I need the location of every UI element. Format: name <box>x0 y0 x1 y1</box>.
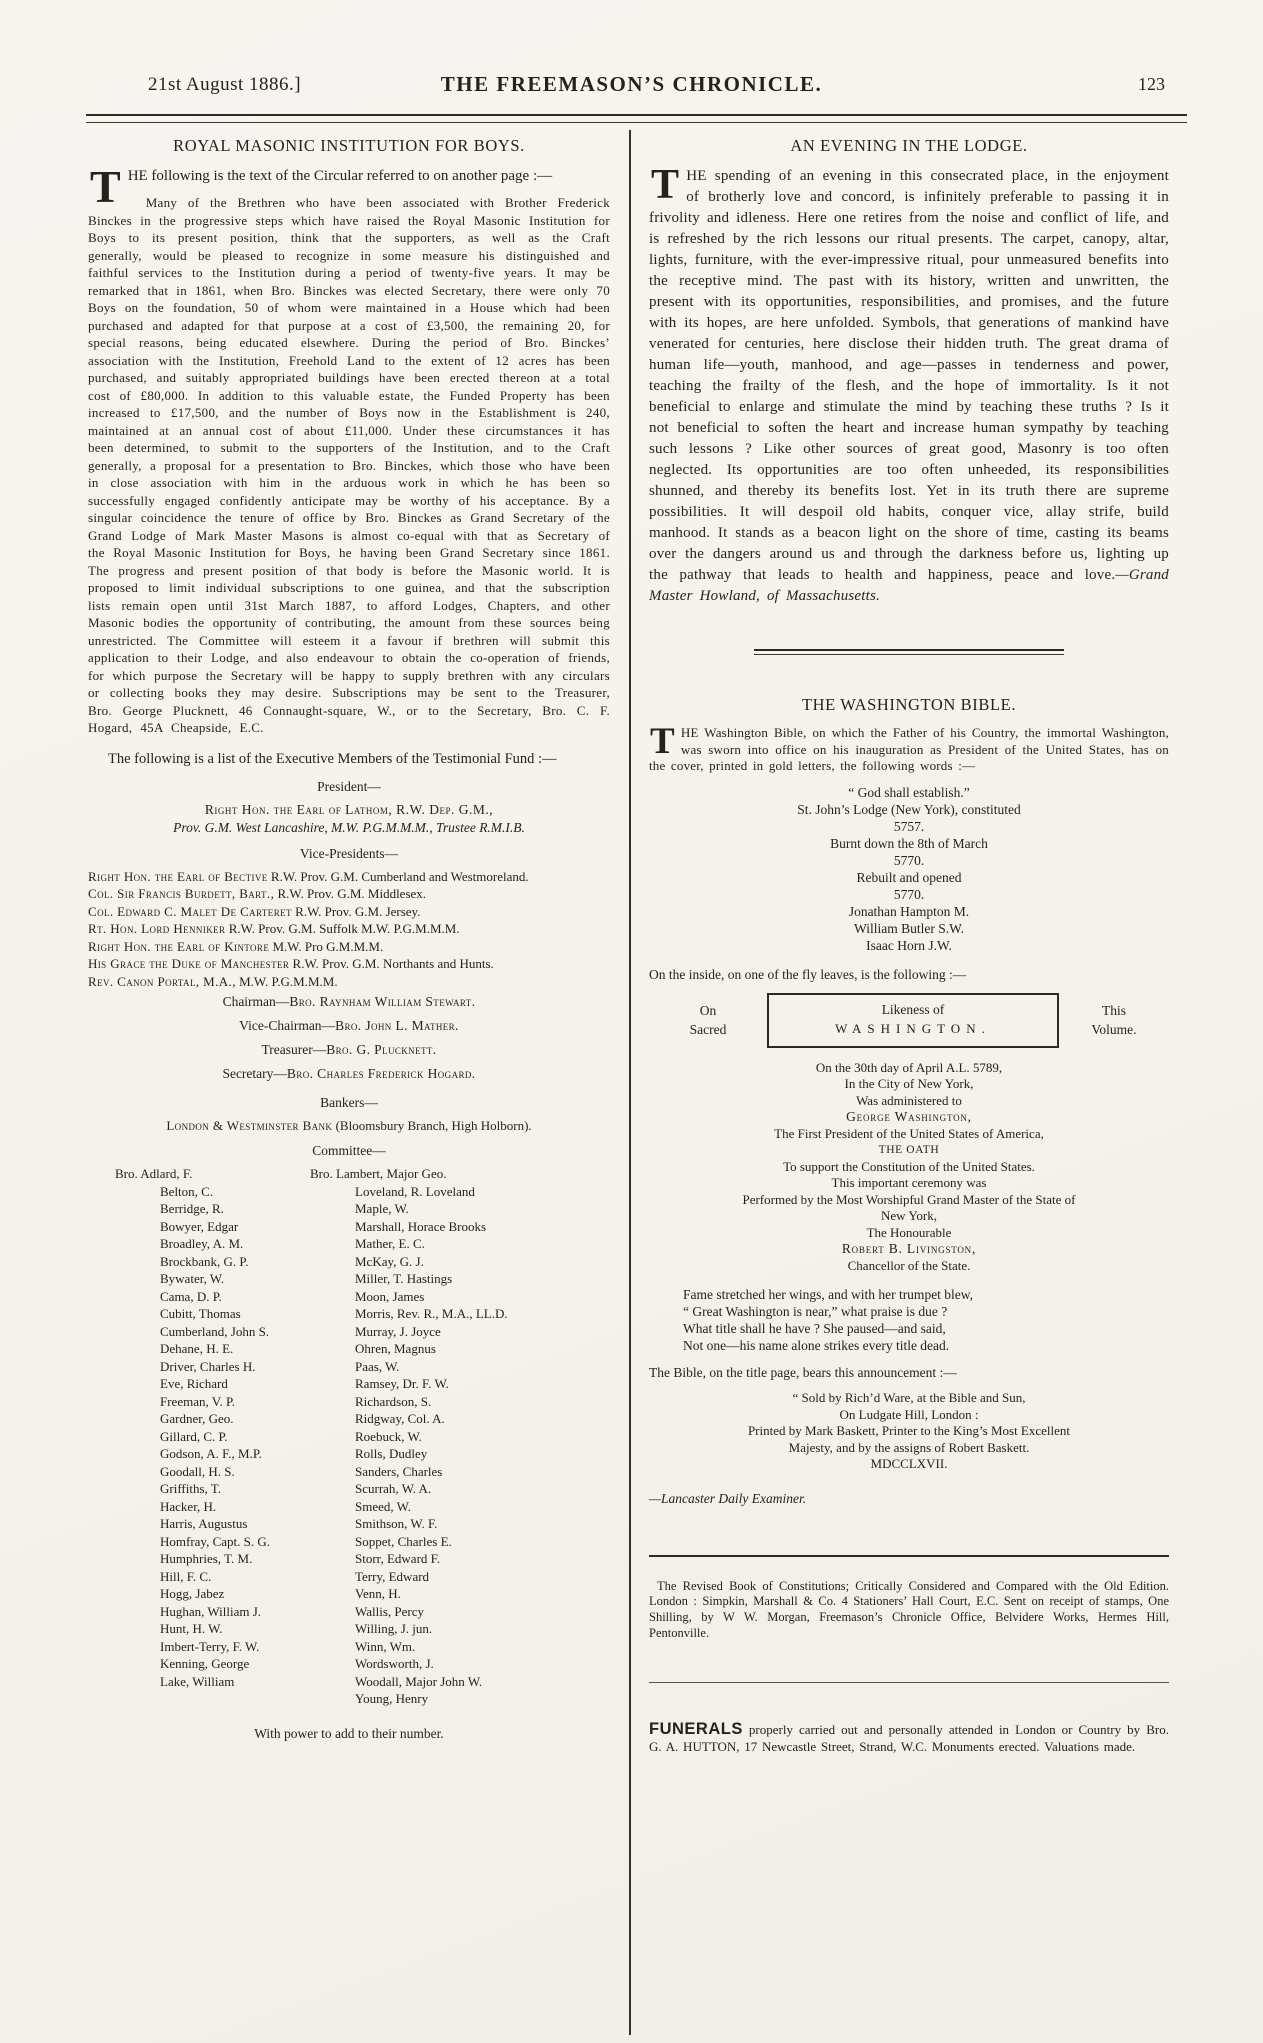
committee-member: Hogg, Jabez <box>160 1586 225 1601</box>
committee-member: Imbert-Terry, F. W. <box>160 1638 260 1654</box>
evening-article-body <box>649 162 1169 607</box>
washington-likeness-box <box>767 993 1059 1048</box>
bank-branch: (Bloomsbury Branch, High Holborn). <box>332 1118 532 1133</box>
section-divider-rule <box>754 649 1064 655</box>
page-title: THE FREEMASON’S CHRONICLE. <box>440 72 823 96</box>
vice-president-entry-desc: R.W. Prov. G.M. Middlesex. <box>274 886 427 901</box>
committee-member: Soppet, Charles E. <box>355 1533 452 1549</box>
constitutions-notice: The Revised Book of Constitutions; Critically Considered and Compared with the Old Edition. London : Simpkin, Marshall & Co. 4 Stationers’ Hall Court, E.C. Sent on receipt of stamps, One Shilling, by W W. Morgan, Freemason’s Chronicle Office, Belvidere Works, Hermes Hill, Pentonville. <box>649 1578 1169 1640</box>
left-column <box>88 134 610 1742</box>
right-column <box>649 134 1169 1756</box>
officer-entry-label: Treasurer— <box>261 1042 327 1057</box>
committee-member: Terry, Edward <box>355 1568 430 1584</box>
committee-member: Bowyer, Edgar <box>160 1218 239 1234</box>
oath-line: This important ceremony was <box>831 1175 987 1190</box>
committee-member: Bywater, W. <box>160 1271 225 1286</box>
committee-member: Eve, Richard <box>160 1376 228 1391</box>
likeness-left-caption <box>649 1001 767 1039</box>
officer-entry-name: Bro. G. Plucknett. <box>326 1042 437 1057</box>
vice-president-entry-desc: M.W. P.G.M.M.M. <box>235 973 338 989</box>
vice-president-entry-name: Rt. Hon. Lord Henniker <box>88 921 226 936</box>
committee-member: Harris, Augustus <box>160 1516 248 1531</box>
committee-note: With power to add to their number. <box>254 1725 444 1741</box>
committee-member: Smithson, W. F. <box>355 1516 438 1531</box>
committee-member: Moon, James <box>355 1288 425 1304</box>
likeness-row <box>649 993 1169 1048</box>
oath-name-livingston: Robert B. Livingston, <box>841 1241 977 1256</box>
committee-member: Loveland, R. Loveland <box>355 1183 475 1199</box>
circular-body: Many of the Brethren who have been associated with Brother Frederick Binckes in the progressive steps which have raised the Royal Masonic Institution for Boys to its present position, think that the supporters, as well as the Craft generally, would be pleased to recognize in some measure his distinguished and faithful services to the Institution during a period of twenty-five years. It may be remarked that in 1861, when Bro. Binckes was elected Secretary, there were only 70 Boys on the foundation, 50 of whom were maintained in a House which had been purchased and adapted for that purpose at a cost of £3,500, the remaining 20, for special reasons, being educated elsewhere. During the period of Bro. Binckes’ association with the Institution, Freehold Land to the extent of 12 acres has been purchased, and suitably appropriated buildings have been erected thereon at a total cost of £80,000. In addition to this valuable estate, the Funded Property has been increased to £17,500, and the number of Boys now in the Establishment is 240, maintained at an annual cost of about £11,000. Under these circumstances it has been determined, to submit to the supporters of the Institution, and to the Craft generally, a proposal for a presentation to Bro. Binckes, which those who have been in close association with him in the arduous work in which he has been so successfully engaged confidently anticipate may be worthy of his acceptance. By a singular coincidence the tenure of office by Bro. Binckes as Grand Secretary of the Grand Lodge of Mark Master Masons is almost co-equal with that as Secretary of the Royal Masonic Institution for Boys, he having been Grand Secretary since 1861. The progress and present position of that body is before the Masonic world. It is proposed to limit individual subscriptions to one guinea, and that the subscription lists remain open until 31st March 1887, to afford Lodges, Chapters, and other Masonic bodies the opportunity of contributing, the amount from these sources being unrestricted. The Committee will esteem it a favour if brethren will submit this application to their Lodge, and also endeavour to obtain the co-operation of friends, for which purpose the Secretary will be happy to supply brethren with any circulars or collecting books they may desire. Subscriptions may be sent to the Treasurer, Bro. George Plucknett, 46 Connaught-square, W., or to the Secretary, Bro. C. F. Hogard, 45A Cheapside, E.C. <box>88 195 610 735</box>
likeness-left-line1: On <box>699 1003 717 1018</box>
poem-line: Fame stretched her wings, and with her trumpet blew, <box>683 1287 974 1302</box>
vice-president-entry <box>88 955 610 973</box>
officers-list <box>88 990 610 1086</box>
vice-president-entry-desc: R.W. Prov. G.M. Jersey. <box>291 903 421 919</box>
vice-president-entry-name: Col. Edward C. Malet De Carteret <box>88 903 292 919</box>
committee-column-right <box>310 1165 610 1708</box>
oath-line: In the City of New York, <box>844 1076 974 1091</box>
cover-inscription-line: 5757. <box>893 818 925 834</box>
likeness-right-line1: This <box>1101 1003 1126 1018</box>
likeness-box-line2: WASHINGTON. <box>835 1020 991 1036</box>
committee-member: Kenning, George <box>160 1656 250 1671</box>
committee-member: Berridge, R. <box>160 1201 224 1216</box>
vice-president-entry <box>88 868 610 886</box>
committee-member: Griffiths, T. <box>160 1481 222 1496</box>
oath-line: Was administered to <box>856 1092 962 1108</box>
funerals-text: properly carried out and personally attended in London or Country by Bro. G. A. HUTTON, 17 Newcastle Street, Strand, W.C. Monuments erected. Valuations made. <box>649 1721 1169 1755</box>
title-page-intro: The Bible, on the title page, bears this announcement :— <box>649 1365 957 1380</box>
committee-member: Young, Henry <box>355 1691 429 1706</box>
testimonial-list-intro: The following is a list of the Executive Members of the Testimonial Fund :— <box>108 750 557 767</box>
washington-intro-text: HE Washington Bible, on which the Father of his Country, the immortal Washington, was sworn into office on his inauguration as President of the United States, has on the cover, printed in gold letters, the following words :— <box>649 725 1169 773</box>
committee-member: Homfray, Capt. S. G. <box>160 1533 271 1549</box>
bank-name: London & Westminster Bank <box>166 1118 333 1133</box>
bible-cover-inscription <box>649 784 1169 954</box>
committee-member: Driver, Charles H. <box>160 1358 256 1374</box>
committee-member: Broadley, A. M. <box>160 1236 244 1251</box>
funerals-lead-word: FUNERALS <box>649 1719 743 1738</box>
committee-member: Ohren, Magnus <box>355 1341 436 1356</box>
cover-inscription-line: William Butler S.W. <box>854 920 964 936</box>
cover-inscription-line: Rebuilt and opened <box>856 869 962 885</box>
vice-presidents-label: Vice-Presidents— <box>299 845 399 861</box>
cover-inscription-line: “ God shall establish.” <box>848 784 970 800</box>
committee-member: Richardson, S. <box>355 1393 432 1409</box>
committee-member: Goodall, H. S. <box>160 1463 235 1479</box>
vice-president-entry <box>88 973 610 991</box>
cover-inscription-line: Burnt down the 8th of March <box>830 835 988 851</box>
committee-member: Cubitt, Thomas <box>160 1306 241 1321</box>
officer-entry <box>88 1014 610 1038</box>
president-titles: Prov. G.M. West Lancashire, M.W. P.G.M.M.M., Trustee R.M.I.B. <box>173 819 525 835</box>
committee-list <box>88 1165 610 1708</box>
oath-line: The First President of the United States of America, <box>774 1125 1044 1141</box>
officer-entry-name: Bro. John L. Mather. <box>335 1018 459 1033</box>
committee-member: Morris, Rev. R., M.A., LL.D. <box>355 1306 508 1321</box>
committee-member: Bro. Lambert, Major Geo. <box>310 1166 447 1181</box>
vice-president-entry-name: His Grace the Duke of Manchester <box>88 956 290 971</box>
poem-line: “ Great Washington is near,” what praise is due ? <box>683 1304 948 1319</box>
committee-member: Bro. Adlard, F. <box>115 1166 193 1181</box>
announcement-line: Majesty, and by the assigns of Robert Baskett. <box>788 1439 1030 1455</box>
committee-member: Freeman, V. P. <box>160 1393 235 1409</box>
committee-member: Mather, E. C. <box>355 1236 425 1251</box>
dropcap-t: T <box>650 721 675 762</box>
vice-president-entry-desc: R.W. Prov. G.M. Cumberland and Westmoreland. <box>267 868 529 884</box>
committee-column-left <box>115 1165 310 1708</box>
announcement-line: On Ludgate Hill, London : <box>839 1406 979 1422</box>
washington-intro <box>649 721 1169 775</box>
committee-member: Cumberland, John S. <box>160 1323 270 1339</box>
committee-member: Ramsey, Dr. F. W. <box>355 1376 449 1391</box>
page-number: 123 <box>1138 74 1165 94</box>
committee-member: Hacker, H. <box>160 1498 217 1514</box>
funerals-advert <box>649 1721 1169 1756</box>
committee-member: Wordsworth, J. <box>355 1656 434 1671</box>
committee-member: Miller, T. Hastings <box>355 1271 453 1286</box>
committee-member: Roebuck, W. <box>355 1428 422 1444</box>
committee-member: Hill, F. C. <box>160 1568 212 1584</box>
bankers-label: Bankers— <box>320 1095 378 1110</box>
committee-member: Storr, Edward F. <box>355 1551 441 1566</box>
oath-line: To support the Constitution of the United States. <box>783 1158 1035 1174</box>
vice-president-entry-name: Right Hon. the Earl of Bective <box>88 868 268 884</box>
officer-entry-name: Bro. Charles Frederick Hogard. <box>286 1066 476 1081</box>
committee-member: Brockbank, G. P. <box>160 1253 249 1269</box>
cover-inscription-line: St. John’s Lodge (New York), constituted <box>797 801 1021 817</box>
committee-member: Woodall, Major John W. <box>355 1673 483 1689</box>
vice-president-entry-name: Rev. Canon Portal, M.A., <box>88 973 236 989</box>
source-attribution: —Lancaster Daily Examiner. <box>649 1490 807 1506</box>
committee-member: McKay, G. J. <box>355 1253 424 1269</box>
vice-presidents-list <box>88 868 610 991</box>
oath-line: Performed by the Most Worshipful Grand Master of the State of <box>742 1191 1076 1207</box>
officer-entry-name: Bro. Raynham William Stewart. <box>289 994 476 1009</box>
likeness-right-line2: Volume. <box>1091 1022 1137 1037</box>
oath-line: Chancellor of the State. <box>847 1257 971 1273</box>
oath-line: New York, <box>881 1208 937 1223</box>
committee-member: Godson, A. F., M.P. <box>160 1446 262 1461</box>
oath-inscription-block <box>649 1060 1169 1275</box>
likeness-left-line2: Sacred <box>689 1022 727 1037</box>
poem-line: What title shall he have ? She paused—and said, <box>683 1321 946 1336</box>
article-heading-evening-lodge: AN EVENING IN THE LODGE. <box>790 136 1028 155</box>
committee-member: Rolls, Dudley <box>355 1446 428 1461</box>
vice-president-entry <box>88 920 610 938</box>
committee-member: Cama, D. P. <box>160 1288 222 1304</box>
circular-intro <box>88 161 610 212</box>
committee-member: Smeed, W. <box>355 1498 411 1514</box>
officer-entry <box>88 1062 610 1086</box>
officer-entry <box>88 990 610 1014</box>
president-label: President— <box>317 778 381 794</box>
committee-member: Dehane, H. E. <box>160 1341 234 1356</box>
committee-member: Ridgway, Col. A. <box>355 1411 445 1426</box>
vice-president-entry <box>88 903 610 921</box>
officer-entry-label: Vice-Chairman— <box>239 1018 336 1033</box>
cover-inscription-line: Jonathan Hampton M. <box>848 903 970 919</box>
article-heading-boys-institution: ROYAL MASONIC INSTITUTION FOR BOYS. <box>173 136 525 155</box>
vice-president-entry <box>88 938 610 956</box>
oath-label: THE OATH <box>878 1144 940 1156</box>
oath-name-washington: George Washington, <box>846 1109 972 1124</box>
committee-member: Marshall, Horace Brooks <box>355 1218 487 1234</box>
committee-member: Hughan, William J. <box>160 1603 262 1619</box>
flyleaf-intro: On the inside, on one of the fly leaves, is the following :— <box>649 966 967 982</box>
committee-member: Maple, W. <box>355 1201 409 1216</box>
cover-inscription-line: 5770. <box>893 886 925 902</box>
committee-member: Sanders, Charles <box>355 1463 443 1479</box>
committee-member: Gardner, Geo. <box>160 1411 234 1426</box>
bottom-section-rule <box>649 1555 1169 1557</box>
vice-president-entry <box>88 885 610 903</box>
committee-member: Winn, Wm. <box>355 1638 416 1654</box>
vice-president-entry-desc: M.W. Pro G.M.M.M. <box>269 938 384 954</box>
committee-member: Paas, W. <box>355 1358 400 1374</box>
announcement-line: Printed by Mark Baskett, Printer to the King’s Most Excellent <box>747 1423 1071 1438</box>
cover-inscription-line: Isaac Horn J.W. <box>866 937 952 953</box>
committee-member: Belton, C. <box>160 1183 214 1199</box>
bankers-entry <box>88 1117 610 1134</box>
likeness-box-line1: Likeness of <box>881 1001 945 1017</box>
issue-date: 21st August 1886.] <box>148 74 302 95</box>
committee-member: Willing, J. jun. <box>355 1621 433 1636</box>
fame-poem <box>649 1286 1169 1354</box>
vice-president-entry-desc: R.W. Prov. G.M. Northants and Hunts. <box>289 956 494 971</box>
vice-president-entry-name: Col. Sir Francis Burdett, Bart., <box>88 886 275 901</box>
likeness-right-caption <box>1059 1001 1169 1039</box>
announcement-line: “ Sold by Rich’d Ware, at the Bible and Sun, <box>792 1390 1026 1405</box>
dropcap-t: T <box>90 161 121 212</box>
column-divider <box>629 130 631 2035</box>
poem-line: Not one—his name alone strikes every title dead. <box>683 1338 950 1353</box>
officer-entry-label: Secretary— <box>222 1066 287 1081</box>
vice-president-entry-name: Right Hon. the Earl of Kintore <box>88 938 270 954</box>
cover-inscription-line: 5770. <box>893 852 925 868</box>
committee-member: Scurrah, W. A. <box>355 1481 432 1496</box>
vice-president-entry-desc: R.W. Prov. G.M. Suffolk M.W. P.G.M.M.M. <box>225 921 460 936</box>
committee-member: Lake, William <box>160 1673 235 1689</box>
oath-line: On the 30th day of April A.L. 5789, <box>815 1059 1003 1075</box>
oath-line: The Honourable <box>866 1224 952 1240</box>
committee-member: Gillard, C. P. <box>160 1428 228 1444</box>
header-rule <box>86 114 1187 123</box>
announcement-line: MDCCLXVII. <box>870 1456 948 1471</box>
dropcap-t: T <box>651 162 680 208</box>
evening-attribution: —Grand Master Howland, of Massachusetts. <box>649 567 1169 604</box>
evening-text: HE spending of an evening in this consecrated place, in the enjoyment of brotherly love and concord, is infinitely preferable to passing it in frivolity and idleness. Here one retires from the noise and conflict of life, and is refreshed by the rich lessons our ritual presents. The carpet, canopy, altar, lights, furniture, with the ever-impressive ritual, pour unmeasured benefits into the receptive mind. The past with its history, written and unwritten, the present with its opportunities, responsibilities, and promises, and the future with its hopes, are here unfolded. Symbols, that generations of mankind have venerated for centuries, here disclose their hidden truth. The great drama of human life—youth, manhood, and age—passes in tenderness and power, teaching the frailty of the flesh, and the hope of immortality. Is it not beneficial to enlarge and stimulate the mind by teaching these truths ? Is it not beneficial to soften the heart and increase human sympathy by teaching such lessons ? Like other sources of great good, Masonry is too often neglected. Its opportunities are too often unheeded, its responsibilities shunned, and thereby its benefits lost. Yet in its truth there are supreme possibilities. It will despoil old habits, conquer vice, allay strife, build manhood. It stands as a beacon light on the shore of time, casting its beams over the dangers around us and through the darkness before us, lighting up the pathway that leads to health and happiness, peace and love. <box>649 168 1169 583</box>
committee-member: Venn, H. <box>355 1586 401 1601</box>
circular-intro-text: HE following is the text of the Circular referred to on another page :— <box>127 168 553 184</box>
advert-divider-rule <box>649 1682 1169 1683</box>
title-page-announcement <box>649 1390 1169 1473</box>
article-heading-washington-bible: THE WASHINGTON BIBLE. <box>801 695 1017 714</box>
committee-label: Committee— <box>312 1143 386 1158</box>
committee-member: Murray, J. Joyce <box>355 1323 441 1339</box>
officer-entry <box>88 1038 610 1062</box>
president-name: Right Hon. the Earl of Lathom, R.W. Dep. G.M., <box>204 801 494 817</box>
officer-entry-label: Chairman— <box>222 994 290 1009</box>
committee-member: Hunt, H. W. <box>160 1621 223 1636</box>
committee-member: Wallis, Percy <box>355 1603 424 1619</box>
committee-member: Humphries, T. M. <box>160 1551 253 1566</box>
